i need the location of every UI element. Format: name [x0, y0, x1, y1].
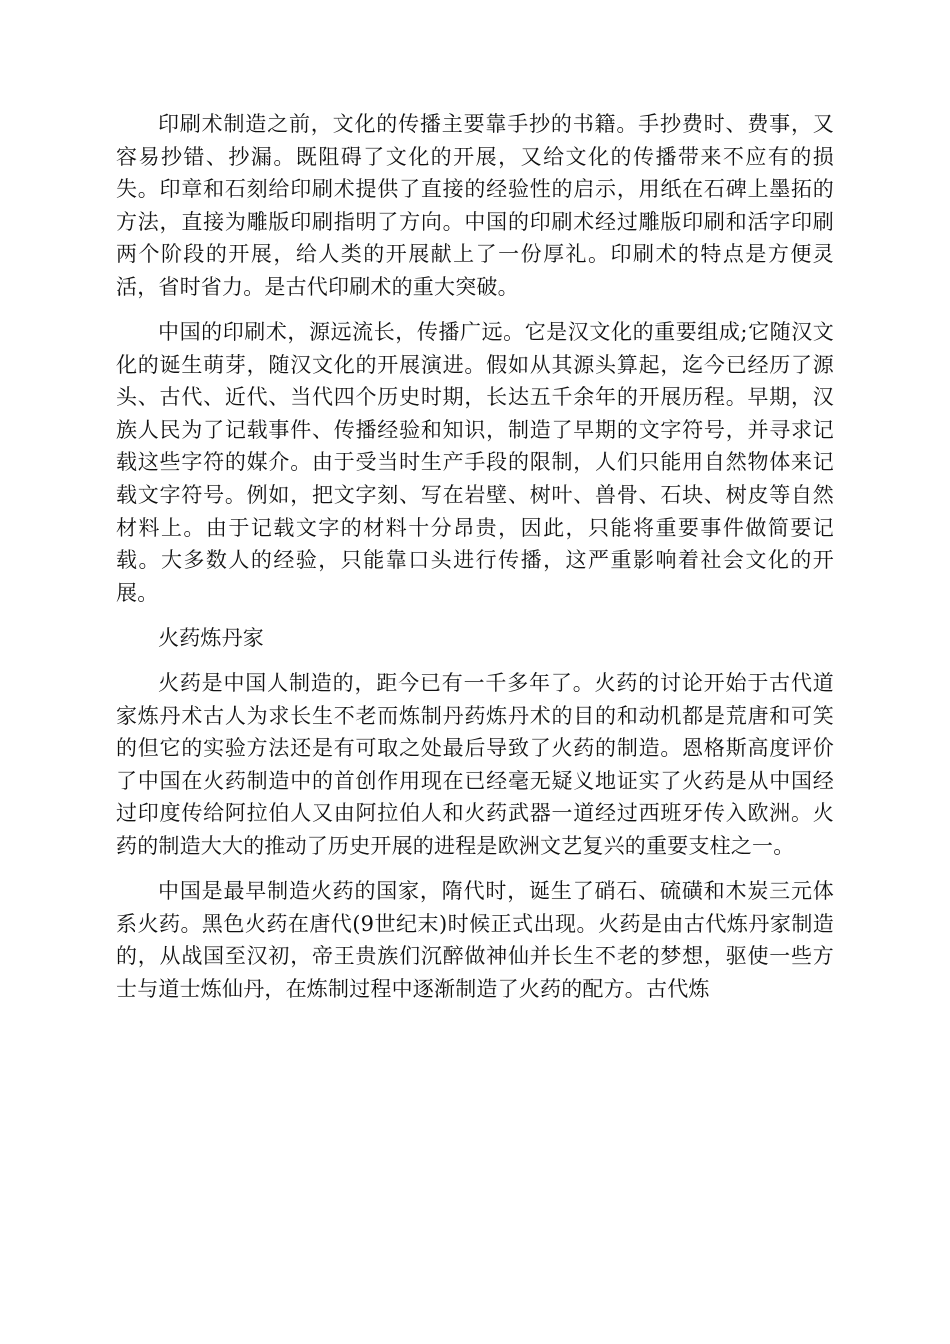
- paragraph-printing-origins: 印刷术制造之前，文化的传播主要靠手抄的书籍。手抄费时、费事，又容易抄错、抄漏。既阻碍了文化的开展，又给文化的传播带来不应有的损失。印章和石刻给印刷术提供了直接的经验性的启示，用纸在石碑上墨拓的方法，直接为雕版印刷指明了方向。中国的印刷术经过雕版印刷和活字印刷两个阶段的开展，给人类的开展献上了一份厚礼。印刷术的特点是方便灵活，省时省力。是古代印刷术的重大突破。: [116, 112, 834, 299]
- section-heading-gunpowder: 火药炼丹家: [158, 625, 264, 650]
- document-page: [116, 108, 834, 1018]
- paragraph-printing-history: 中国的印刷术，源远流长，传播广远。它是汉文化的重要组成;它随汉文化的诞生萌芽，随汉文化的开展演进。假如从其源头算起，迄今已经历了源头、古代、近代、当代四个历史时期，长达五千余年的开展历程。早期，汉族人民为了记载事件、传播经验和知识，制造了早期的文字符号，并寻求记载这些字符的媒介。由于受当时生产手段的限制，人们只能用自然物体来记载文字符号。例如，把文字刻、写在岩壁、树叶、兽骨、石块、树皮等自然材料上。由于记载文字的材料十分昂贵，因此，只能将重要事件做简要记载。大多数人的经验，只能靠口头进行传播，这严重影响着社会文化的开展。: [116, 320, 834, 605]
- paragraph-gunpowder-invention: 火药是中国人制造的，距今已有一千多年了。火药的讨论开始于古代道家炼丹术古人为求长生不老而炼制丹药炼丹术的目的和动机都是荒唐和可笑的但它的实验方法还是有可取之处最后导致了火药的制造。恩格斯高度评价了中国在火药制造中的首创作用现在已经毫无疑义地证实了火药是从中国经过印度传给阿拉伯人又由阿拉伯人和火药武器一道经过西班牙传入欧洲。火药的制造大大的推动了历史开展的进程是欧洲文艺复兴的重要支柱之一。: [116, 671, 834, 858]
- paragraph-gunpowder-origins: 中国是最早制造火药的国家，隋代时，诞生了硝石、硫磺和木炭三元体系火药。黑色火药在唐代(9世纪末)时候正式出现。火药是由古代炼丹家制造的，从战国至汉初，帝王贵族们沉醉做神仙并长生不老的梦想，驱使一些方士与道士炼仙丹，在炼制过程中逐渐制造了火药的配方。古代炼: [116, 879, 834, 1001]
